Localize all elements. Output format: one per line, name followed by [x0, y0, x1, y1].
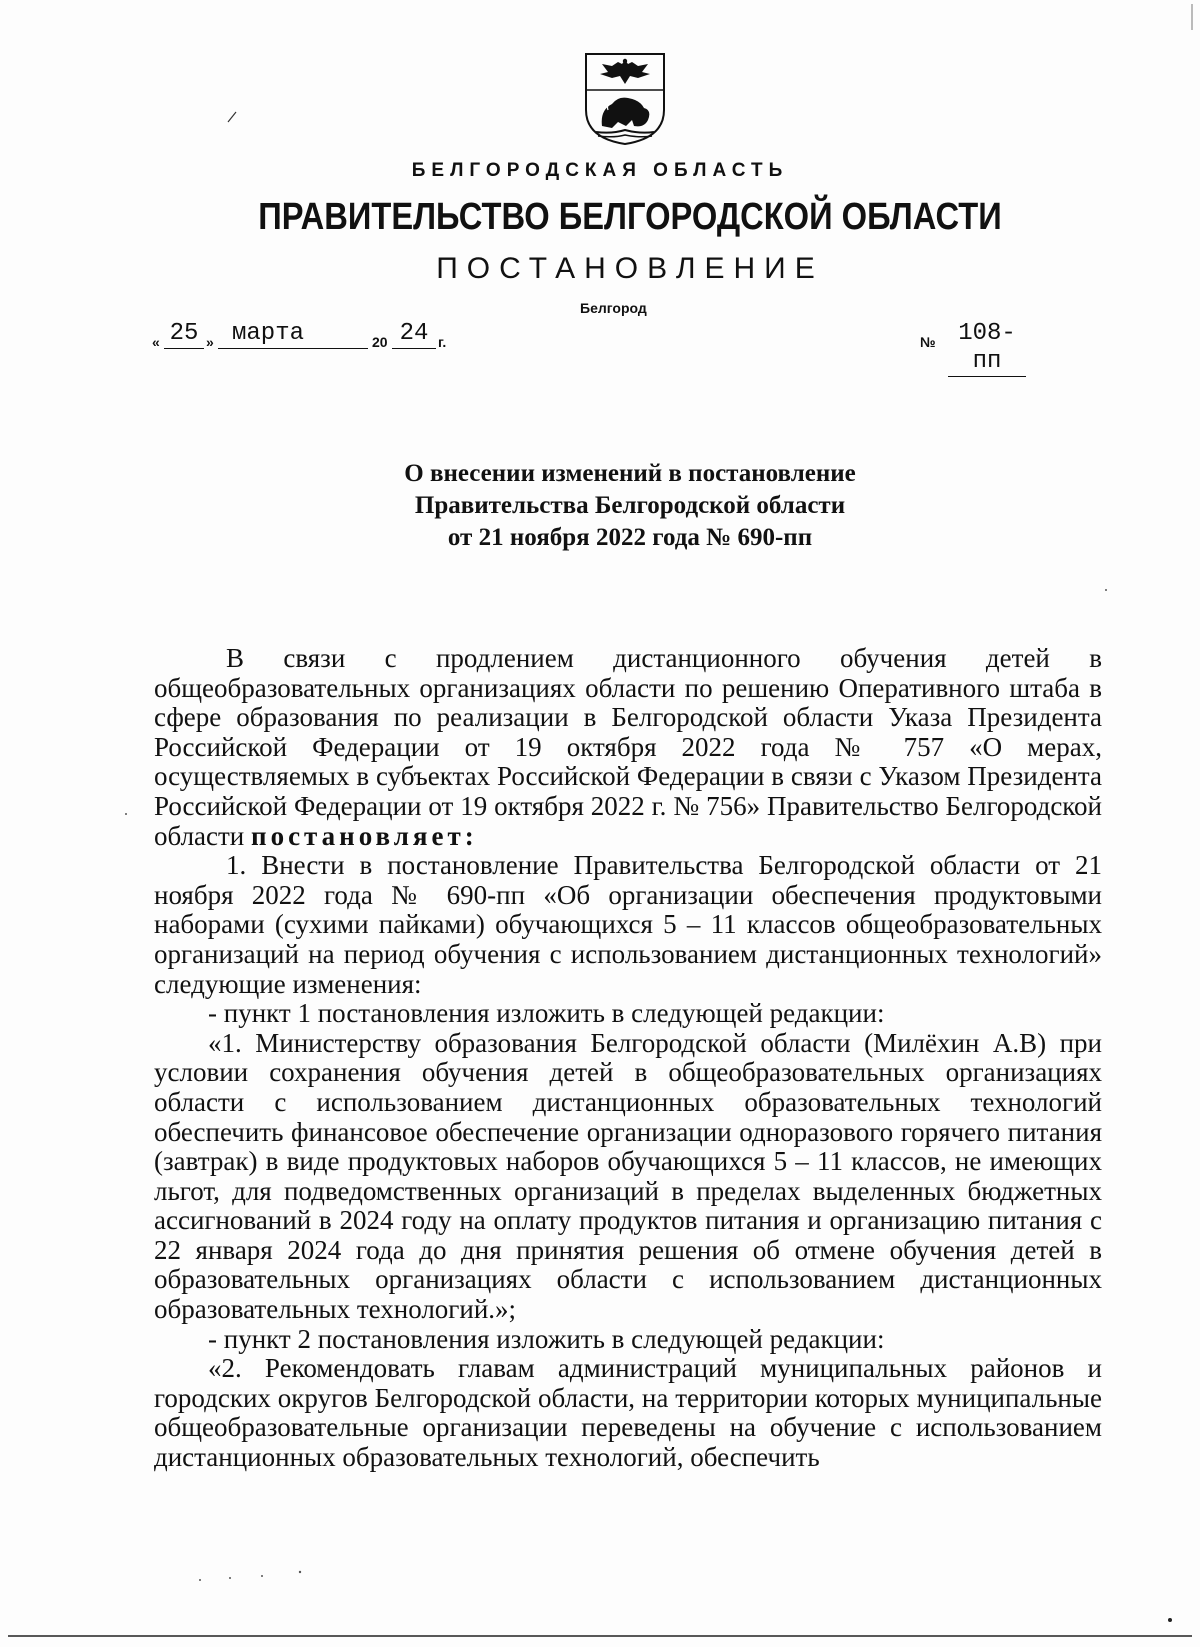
region-heading: БЕЛГОРОДСКАЯ ОБЛАСТЬ	[411, 160, 789, 181]
date-day: 25	[164, 320, 204, 349]
decree-keyword: постановляет:	[251, 820, 478, 851]
city-label: Белгород	[580, 300, 647, 316]
paragraph-item-1: 1. Внести в постановление Правительства Белгородской области от 21 ноября 2022 года № 690-пп «Об организации обеспечения продуктовыми наборами (сухими пайками) обучающихся 5 – 11 классов общеобразовательных организаций на период обучения с использованием дистанционных технологий» следующие изменения:	[154, 850, 1102, 999]
year-suffix: 24	[392, 320, 436, 349]
dateline	[152, 320, 1092, 375]
year-prefix: 20	[372, 334, 388, 350]
paragraph-amend-2-intro: - пункт 2 постановления изложить в следующей редакции:	[208, 1323, 885, 1354]
open-quote: «	[152, 334, 160, 350]
date-month: марта	[218, 320, 368, 349]
title-line-1: О внесении изменений в постановление	[404, 460, 856, 487]
document-type-heading: ПОСТАНОВЛЕНИЕ	[436, 252, 824, 285]
paragraph-amend-1-text: «1. Министерству образования Белгородской области (Милёхин А.В) при условии сохранения обучения детей в общеобразовательных организациях области с использованием дистанционных образовательных технологий обеспечить финансовое обеспечение организации одноразового горячего питания (завтрак) в виде продуктовых наборов обучающихся 5 – 11 классов, не имеющих льгот, для подведомственных организаций в пределах выделенных бюджетных ассигнований в 2024 году на оплату продуктов питания и организацию питания с 22 января 2024 года до дня принятия решения об отмене обучения детей в образовательных организациях области с использованием дистанционных образовательных технологий.»;	[154, 1027, 1102, 1325]
document-title	[0, 458, 1200, 554]
government-heading: ПРАВИТЕЛЬСТВО БЕЛГОРОДСКОЙ ОБЛАСТИ	[258, 196, 1002, 238]
title-line-2: Правительства Белгородской области	[414, 492, 846, 519]
paragraph-amend-1-intro: - пункт 1 постановления изложить в следующей редакции:	[208, 998, 885, 1029]
close-quote: »	[206, 334, 214, 350]
number-mark: №	[920, 334, 936, 350]
document-body	[154, 644, 1102, 1473]
document-number: 108-пп	[948, 320, 1026, 377]
preamble-text: В связи с продлением дистанционного обучения детей в общеобразовательных организациях области по решению Оперативного штаба в сфере образования по реализации в Белгородской области Указа Президента Российской Федерации от 19 октября 2022 года № 757 «О мерах, осуществляемых в субъектах Российской Федерации в связи с Указом Президента Российской Федерации от 19 октября 2022 г. № 756» Правительство Белгородской области	[154, 643, 1102, 851]
paragraph-amend-2-text: «2. Рекомендовать главам администраций муниципальных районов и городских округов Белгородской области, на территории которых муниципальные общеобразовательные организации переведены на обучение с использованием дистанционных образовательных технологий, обеспечить	[154, 1353, 1102, 1473]
year-mark: г.	[438, 334, 447, 350]
title-line-3: от 21 ноября 2022 года № 690-пп	[447, 524, 813, 551]
coat-of-arms-emblem	[582, 50, 668, 146]
paragraph-preamble	[154, 644, 1102, 851]
